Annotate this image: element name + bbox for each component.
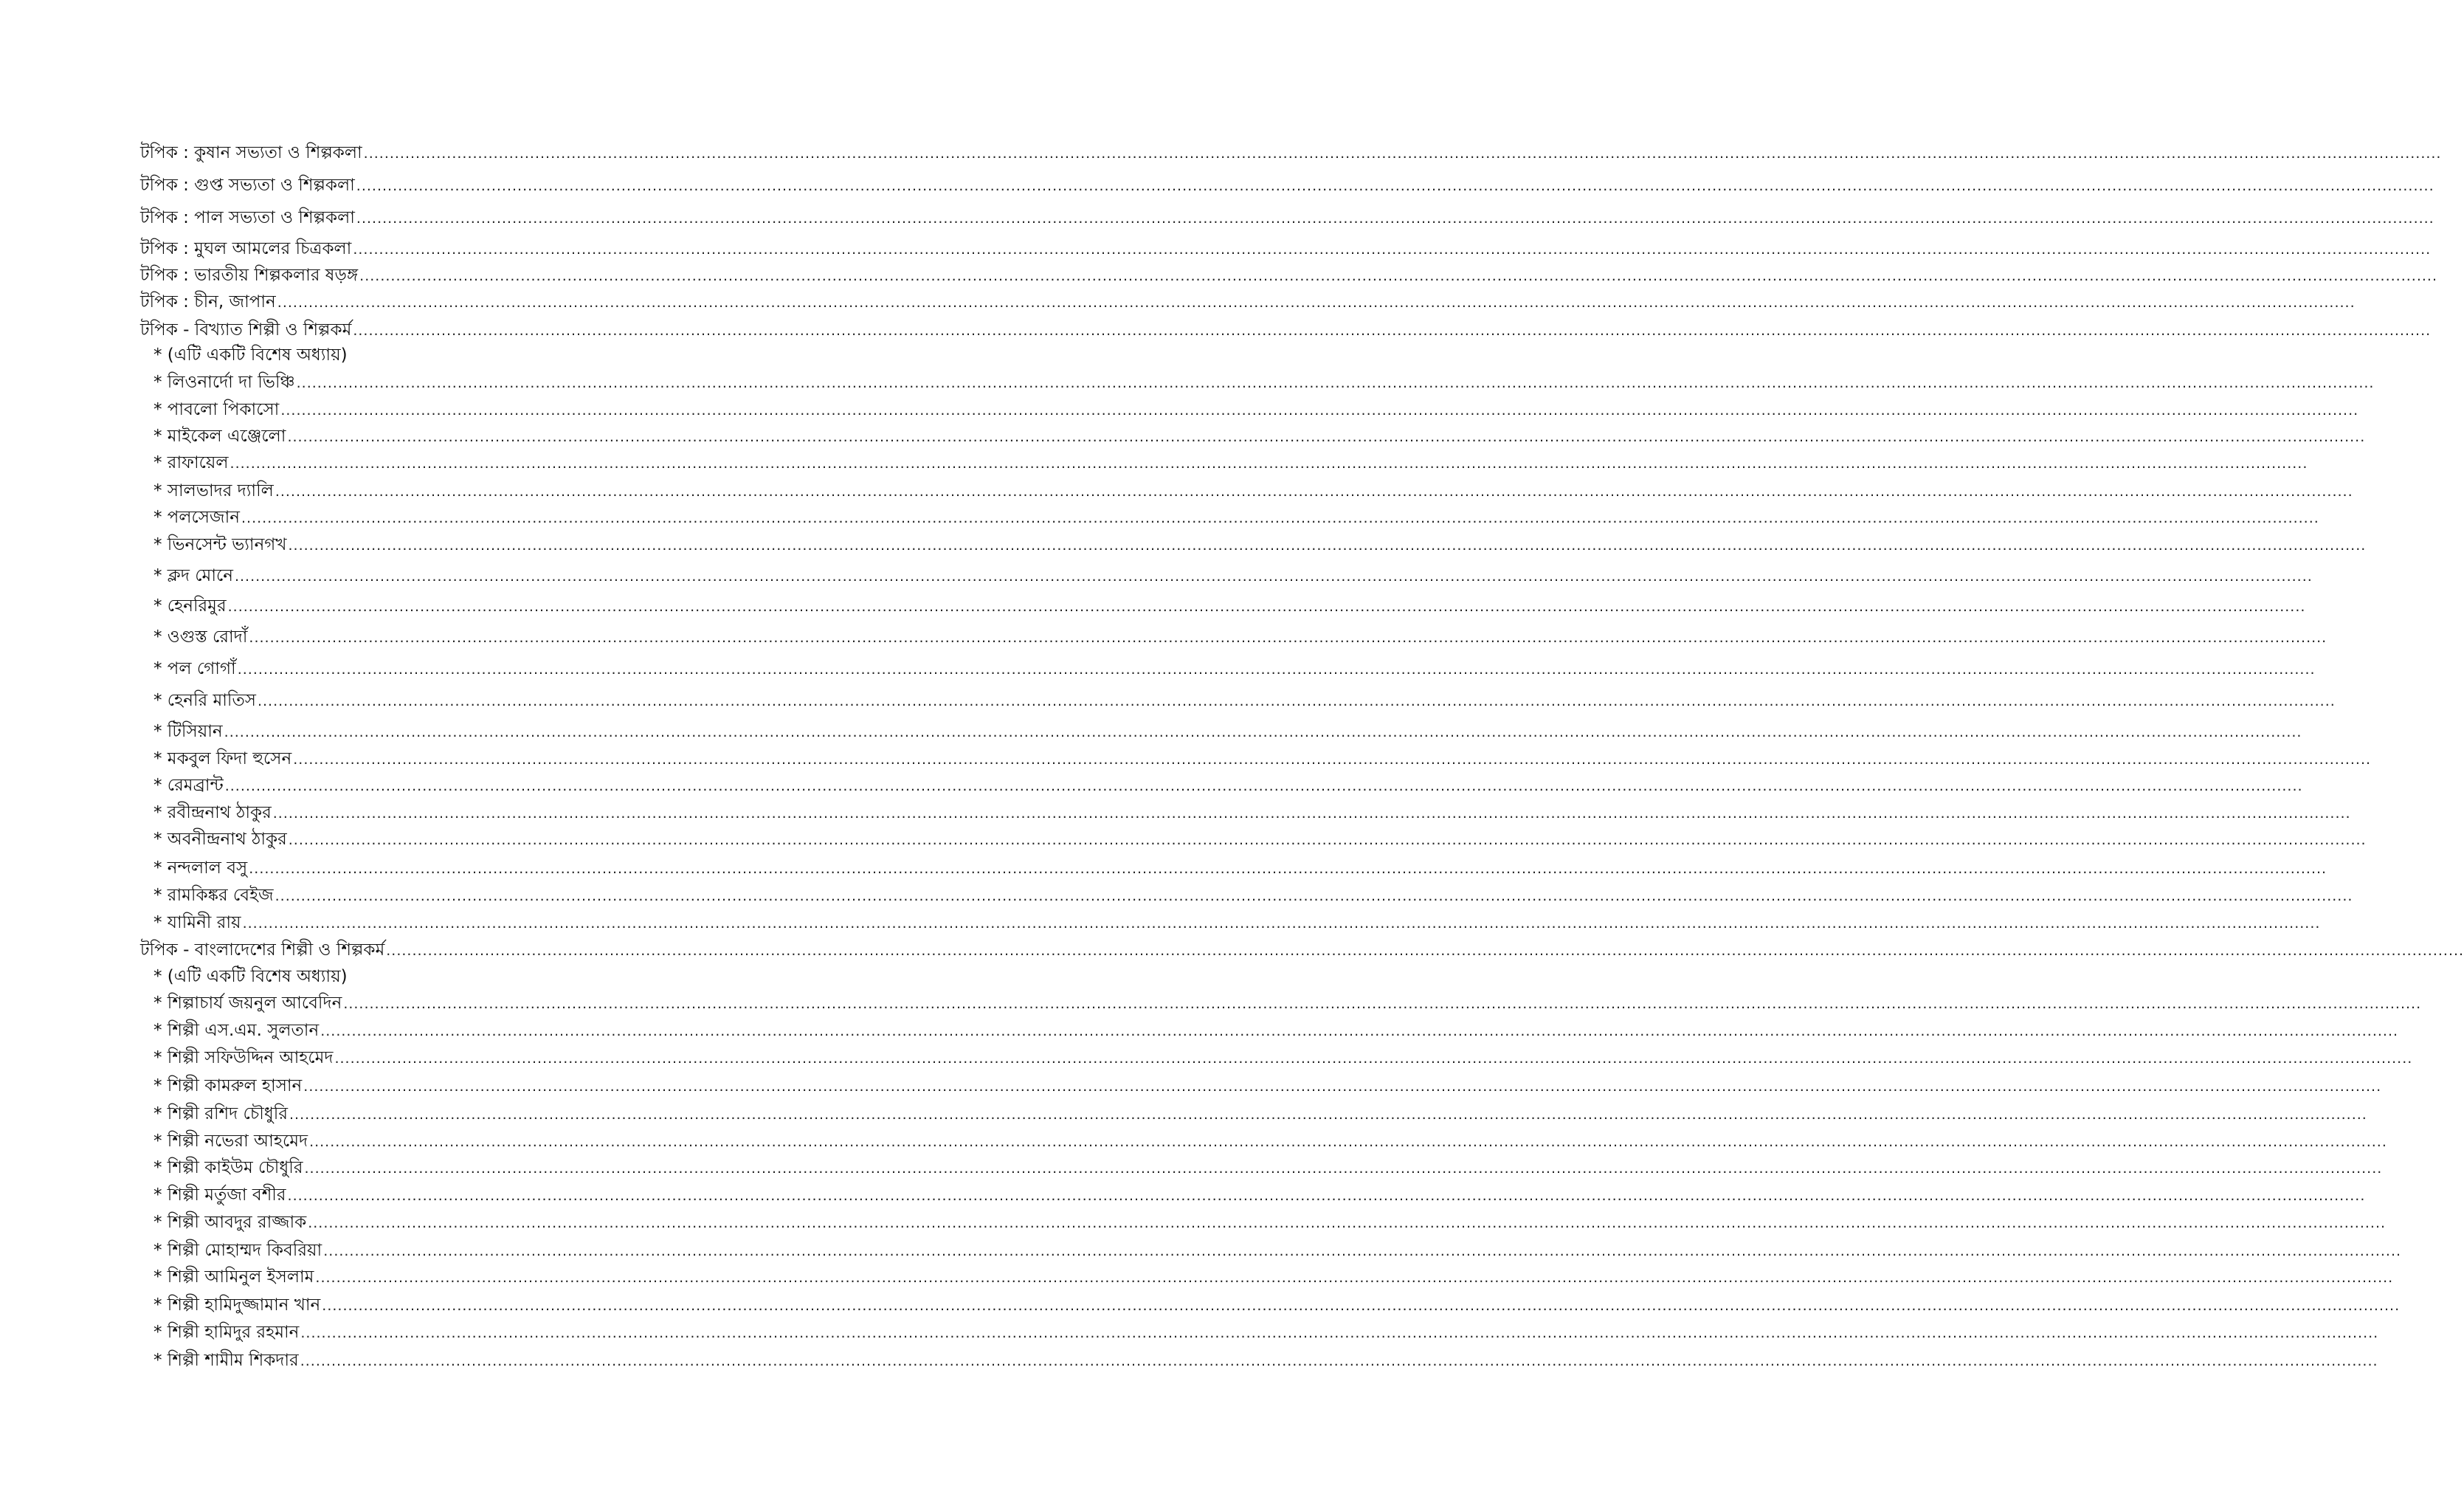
- dot-leader: ................................................................................................................................................................................................................................................................................................................................................................................................................: [304, 1160, 2383, 1177]
- toc-entry-text: * পাবলো পিকাসো: [153, 400, 280, 419]
- toc-entry-text: * লিওনার্দো দা ভিঞ্চি: [153, 373, 295, 392]
- toc-item-row: [153, 1075, 2382, 1098]
- dot-leader: ................................................................................................................................................................................................................................................................................................................................................................................................................: [386, 943, 2464, 959]
- dot-leader: ................................................................................................................................................................................................................................................................................................................................................................................................................: [272, 805, 2351, 822]
- toc-item-row: [153, 1130, 2387, 1153]
- toc-entry-text: * শিল্পী হামিদুর রহমান: [153, 1323, 300, 1342]
- dot-leader: ................................................................................................................................................................................................................................................................................................................................................................................................................: [300, 1353, 2378, 1369]
- toc-entry-text: * (এটি একটি বিশেষ অধ্যায়): [153, 345, 348, 365]
- dot-leader: ................................................................................................................................................................................................................................................................................................................................................................................................................: [353, 241, 2432, 258]
- toc-entry-text: * শিল্পী শামীম শিকদার: [153, 1351, 299, 1370]
- toc-entry-text: * শিল্পী নভেরা আহমেদ: [153, 1132, 308, 1151]
- toc-topic-row: [140, 939, 2464, 962]
- toc-item-row: [153, 857, 2327, 880]
- dot-leader: ................................................................................................................................................................................................................................................................................................................................................................................................................: [224, 724, 2302, 740]
- toc-topic-row: [140, 264, 2437, 287]
- toc-entry-text: * পলসেজান: [153, 508, 240, 527]
- toc-topic-row: [140, 319, 2432, 342]
- dot-leader: ................................................................................................................................................................................................................................................................................................................................................................................................................: [242, 915, 2321, 932]
- toc-entry-text: টপিক - বিখ্যাত শিল্পী ও শিল্পকর্ম: [140, 320, 352, 340]
- toc-topic-row: [140, 207, 2434, 230]
- toc-item-row: [153, 802, 2351, 825]
- toc-entry-text: * শিল্পাচার্য জয়নুল আবেদিন: [153, 994, 342, 1013]
- dot-leader: ................................................................................................................................................................................................................................................................................................................................................................................................................: [315, 1270, 2394, 1286]
- toc-topic-row: [140, 174, 2434, 197]
- dot-leader: ................................................................................................................................................................................................................................................................................................................................................................................................................: [343, 996, 2422, 1012]
- toc-entry-text: * (এটি একটি বিশেষ অধ্যায়): [153, 967, 348, 986]
- toc-item-row: [153, 1103, 2367, 1126]
- dot-leader: ................................................................................................................................................................................................................................................................................................................................................................................................................: [296, 375, 2375, 391]
- toc-entry-text: টপিক - বাংলাদেশের শিল্পী ও শিল্পকর্ম: [140, 940, 385, 960]
- dot-leader: ................................................................................................................................................................................................................................................................................................................................................................................................................: [323, 1243, 2402, 1259]
- dot-leader: ................................................................................................................................................................................................................................................................................................................................................................................................................: [241, 510, 2319, 526]
- dot-leader: ................................................................................................................................................................................................................................................................................................................................................................................................................: [249, 630, 2327, 646]
- toc-item-row: [153, 1321, 2379, 1344]
- toc-item-row: [153, 992, 2422, 1015]
- toc-item-row: [153, 595, 2306, 618]
- dot-leader: ................................................................................................................................................................................................................................................................................................................................................................................................................: [287, 1188, 2366, 1204]
- toc-entry-text: টপিক : পাল সভ্যতা ও শিল্পকলা: [140, 208, 355, 227]
- dot-leader: ................................................................................................................................................................................................................................................................................................................................................................................................................: [320, 1023, 2399, 1039]
- toc-entry-text: * শিল্পী হামিদুজ্জামান খান: [153, 1295, 321, 1315]
- dot-leader: ................................................................................................................................................................................................................................................................................................................................................................................................................: [356, 210, 2434, 227]
- dot-leader: ................................................................................................................................................................................................................................................................................................................................................................................................................: [308, 1215, 2387, 1231]
- toc-entry-text: * শিল্পী মোহাম্মদ কিবরিয়া: [153, 1241, 322, 1260]
- dot-leader: ................................................................................................................................................................................................................................................................................................................................................................................................................: [309, 1134, 2387, 1150]
- dot-leader: ................................................................................................................................................................................................................................................................................................................................................................................................................: [275, 483, 2353, 500]
- toc-entry-text: * শিল্পী কাইউম চৌধুরি: [153, 1158, 303, 1177]
- dot-leader: ................................................................................................................................................................................................................................................................................................................................................................................................................: [230, 455, 2308, 472]
- toc-item-row: [153, 720, 2302, 743]
- dot-leader: ................................................................................................................................................................................................................................................................................................................................................................................................................: [334, 1050, 2413, 1067]
- toc-entry-text: * মকবুল ফিদা হুসেন: [153, 749, 292, 768]
- toc-item-row: [153, 828, 2367, 851]
- dot-leader: ................................................................................................................................................................................................................................................................................................................................................................................................................: [257, 693, 2336, 709]
- toc-topic-row: [140, 291, 2356, 314]
- dot-leader: ................................................................................................................................................................................................................................................................................................................................................................................................................: [275, 888, 2353, 904]
- dot-leader: ................................................................................................................................................................................................................................................................................................................................................................................................................: [227, 599, 2306, 615]
- toc-item-row: [153, 1266, 2394, 1289]
- toc-entry-text: * হেনরিমুর: [153, 596, 227, 616]
- toc-item-row: [153, 748, 2372, 771]
- toc-entry-text: * রামকিঙ্কর বেইজ: [153, 886, 274, 905]
- dot-leader: ................................................................................................................................................................................................................................................................................................................................................................................................................: [293, 751, 2372, 768]
- toc-item-row: [153, 689, 2336, 712]
- toc-note-row: [153, 344, 1020, 366]
- dot-leader: ................................................................................................................................................................................................................................................................................................................................................................................................................: [359, 268, 2437, 284]
- dot-leader: ................................................................................................................................................................................................................................................................................................................................................................................................................: [280, 402, 2359, 419]
- dot-leader: ................................................................................................................................................................................................................................................................................................................................................................................................................: [277, 295, 2356, 311]
- dot-leader: ................................................................................................................................................................................................................................................................................................................................................................................................................: [237, 661, 2316, 678]
- toc-entry-text: * পল গোগাঁ: [153, 659, 236, 678]
- toc-entry-text: * শিল্পী কামরুল হাসান: [153, 1076, 303, 1095]
- toc-item-row: [153, 1239, 2402, 1262]
- toc-item-row: [153, 774, 2303, 797]
- toc-entry-text: * শিল্পী আমিনুল ইসলাম: [153, 1267, 314, 1287]
- toc-entry-text: টপিক : চীন, জাপান: [140, 292, 276, 312]
- toc-entry-text: * ভিনসেন্ট ভ্যানগখ: [153, 535, 287, 554]
- toc-item-row: [153, 658, 2316, 681]
- toc-entry-text: টপিক : কুষান সভ্যতা ও শিল্পকলা: [140, 143, 362, 162]
- toc-item-row: [153, 1211, 2387, 1234]
- toc-entry-text: * যামিনী রায়: [153, 913, 241, 932]
- toc-entry-text: * শিল্পী মর্তুজা বশীর: [153, 1185, 286, 1205]
- toc-item-row: [153, 534, 2367, 557]
- dot-leader: ................................................................................................................................................................................................................................................................................................................................................................................................................: [363, 145, 2442, 162]
- dot-leader: ................................................................................................................................................................................................................................................................................................................................................................................................................: [289, 1106, 2367, 1123]
- toc-item-row: [153, 1184, 2366, 1207]
- toc-entry-text: * শিল্পী সফিউদ্দিন আহমেদ: [153, 1048, 334, 1067]
- toc-item-row: [153, 371, 2375, 394]
- toc-item-row: [153, 912, 2321, 935]
- toc-entry-text: * শিল্পী এস.এম. সুলতান: [153, 1021, 320, 1040]
- toc-item-row: [153, 452, 2308, 475]
- toc-entry-text: * হেনরি মাতিস: [153, 691, 256, 710]
- dot-leader: ................................................................................................................................................................................................................................................................................................................................................................................................................: [287, 429, 2366, 445]
- toc-topic-row: [140, 142, 2442, 165]
- dot-leader: ................................................................................................................................................................................................................................................................................................................................................................................................................: [356, 178, 2434, 194]
- toc-entry-text: * নন্দলাল বসু: [153, 858, 248, 878]
- toc-item-row: [153, 1157, 2383, 1180]
- toc-item-row: [153, 425, 2366, 448]
- dot-leader: ................................................................................................................................................................................................................................................................................................................................................................................................................: [234, 568, 2313, 585]
- toc-topic-row: [140, 238, 2432, 261]
- toc-entry-text: * শিল্পী আবদুর রাজ্জাক: [153, 1213, 307, 1232]
- toc-item-row: [153, 480, 2353, 503]
- toc-note-row: [153, 966, 1020, 988]
- toc-item-row: [153, 884, 2353, 907]
- toc-item-row: [153, 1047, 2413, 1070]
- dot-leader: ................................................................................................................................................................................................................................................................................................................................................................................................................: [353, 323, 2432, 339]
- toc-entry-text: টপিক : গুপ্ত সভ্যতা ও শিল্পকলা: [140, 176, 355, 195]
- toc-item-row: [153, 1019, 2399, 1042]
- toc-entry-text: * মাইকেল এঞ্জেলো: [153, 427, 286, 446]
- dot-leader: ................................................................................................................................................................................................................................................................................................................................................................................................................: [288, 832, 2367, 848]
- toc-item-row: [153, 1294, 2401, 1317]
- toc-entry-text: * অবনীন্দ্রনাথ ঠাকুর: [153, 830, 287, 849]
- toc-item-row: [153, 399, 2359, 421]
- toc-entry-text: * রাফায়েল: [153, 453, 229, 472]
- toc-entry-text: * টিসিয়ান: [153, 722, 223, 741]
- toc-entry-text: * রবীন্দ্রনাথ ঠাকুর: [153, 803, 272, 822]
- toc-entry-text: * ওগুস্ত রোদাঁ: [153, 627, 248, 647]
- dot-leader: ................................................................................................................................................................................................................................................................................................................................................................................................................: [288, 537, 2367, 554]
- dot-leader: ................................................................................................................................................................................................................................................................................................................................................................................................................: [322, 1298, 2401, 1314]
- toc-item-row: [153, 506, 2319, 529]
- toc-item-row: [153, 626, 2327, 649]
- toc-item-row: [153, 1349, 2378, 1372]
- toc-entry-text: * ক্লদ মোনে: [153, 566, 233, 585]
- toc-item-row: [153, 565, 2313, 588]
- toc-entry-text: * সালভাদর দ্যালি: [153, 481, 274, 500]
- dot-leader: ................................................................................................................................................................................................................................................................................................................................................................................................................: [224, 778, 2303, 794]
- toc-entry-text: * শিল্পী রশিদ চৌধুরি: [153, 1104, 288, 1123]
- dot-leader: ................................................................................................................................................................................................................................................................................................................................................................................................................: [249, 861, 2327, 877]
- toc-entry-text: টপিক : মুঘল আমলের চিত্রকলা: [140, 239, 352, 258]
- dot-leader: ................................................................................................................................................................................................................................................................................................................................................................................................................: [300, 1325, 2379, 1341]
- toc-entry-text: * রেমব্রান্ট: [153, 776, 224, 795]
- toc-entry-text: টপিক : ভারতীয় শিল্পকলার ষড়ঙ্গ: [140, 266, 359, 285]
- dot-leader: ................................................................................................................................................................................................................................................................................................................................................................................................................: [303, 1078, 2382, 1095]
